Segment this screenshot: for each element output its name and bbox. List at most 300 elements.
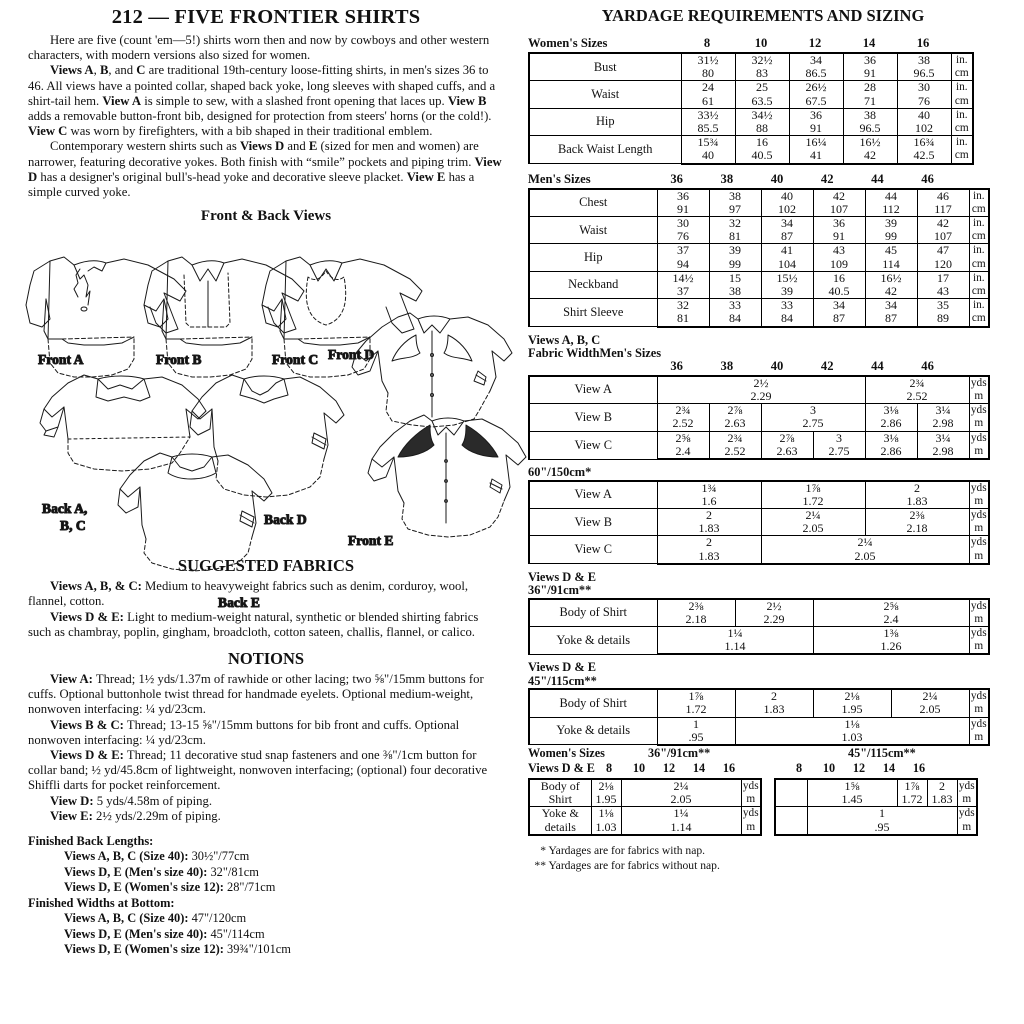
measure-cell-cm: 61: [681, 95, 735, 109]
womens-de-label-2: Views D & E: [528, 760, 595, 775]
measure-cell-in: 47: [917, 244, 969, 258]
measure-cell-cm: 42: [843, 149, 897, 163]
yardage-cell-yds: 2: [927, 779, 957, 793]
womens-de-row-label: Body of: [529, 779, 591, 793]
front-d-drawing: [352, 313, 512, 427]
yardage-cell-yds: 1⅜: [813, 626, 969, 640]
yardage-cell-yds: 2¾: [709, 431, 761, 445]
measure-cell-in: 41: [761, 244, 813, 258]
yardage-cell-yds: 1: [657, 717, 735, 731]
intro-paragraph-3: Contemporary western shirts such as Views D and E (sized for men and women) are narrower, featuring decorative yokes. Both finish with “smile” pockets and piping trim. View D has a designer's original bull's-head yoke and decorative sleeve placket. View E has a simple curved yoke.: [28, 139, 502, 200]
measure-cell-cm: 117: [917, 203, 969, 217]
yardage-cell-m: 2.05: [761, 550, 969, 564]
yardage-cell-yds: 1: [807, 807, 957, 821]
size-header-label: Women's Sizes: [528, 36, 608, 50]
yardage-cell-m: 1.95: [591, 793, 621, 807]
yardage-cell-m: .95: [807, 821, 957, 835]
yardage-row-label: Yoke & details: [529, 626, 657, 654]
fabric-item-0: Views A, B, & C: Medium to heavyweight fabrics such as denim, corduroy, wool, flannel, cotton.: [28, 579, 469, 609]
yardage-cell-m: 2.98: [917, 445, 969, 459]
measure-cell-in: 40: [897, 108, 951, 122]
size-header-46: 46: [921, 171, 934, 186]
size-header-8: 8: [703, 36, 711, 50]
measure-cell-cm: 80: [681, 67, 735, 81]
yardage-cell-m: 1.6: [657, 495, 761, 509]
unit-m: m: [969, 495, 989, 509]
size-header-46: 46: [921, 359, 934, 374]
de-36-caption-width: 36"/91cm**: [528, 583, 592, 598]
yardage-cell-m: 2.98: [917, 417, 969, 431]
yardage-cell-yds: 2: [657, 536, 761, 550]
yardage-cell-yds: 2¼: [761, 508, 865, 522]
finished-row-1-0: Views A, B, C (Size 40): 47"/120cm: [64, 911, 247, 926]
table-row: [529, 81, 973, 95]
measure-cell-cm: 91: [657, 203, 709, 217]
svg-text:Front A: Front A: [38, 352, 84, 368]
measure-cell-in: 36: [843, 53, 897, 67]
fabric-item-1: Views D & E: Light to medium-weight natural, synthetic or blended shirting fabrics such as chambray, poplin, gingham, broadcloth, cotton sateen, challis, flannel, or calico.: [28, 609, 479, 639]
yardage-row-label: View C: [529, 431, 657, 459]
measure-cell-in: 46: [917, 189, 969, 203]
svg-text:Front E: Front E: [348, 533, 394, 549]
table-row: [529, 136, 973, 150]
de-45-caption-views: Views D & E: [528, 660, 597, 675]
womens-de-header: [528, 746, 998, 776]
measure-cell-in: 17: [917, 271, 969, 285]
table-row: [529, 508, 989, 522]
measure-cell-in: 25: [735, 81, 789, 95]
unit-m: m: [957, 793, 977, 807]
yardage-cell-m: 1.72: [897, 793, 927, 807]
yardage-cell-yds: 2½: [657, 376, 865, 390]
yardage-cell-yds: 1⅞: [897, 779, 927, 793]
yardage-cell-m: 2.29: [657, 390, 865, 404]
yardage-cell-m: 1.72: [761, 495, 865, 509]
unit-yds: yds: [957, 779, 977, 793]
measure-cell-cm: 97: [709, 203, 761, 217]
womens-de-row-label: [775, 821, 807, 835]
unit-in: in.: [969, 299, 989, 313]
measure-cell-in: 33½: [681, 108, 735, 122]
unit-m: m: [969, 703, 989, 717]
measure-cell-cm: 120: [917, 258, 969, 272]
size-header-10: 10: [754, 36, 768, 50]
notion-item-4: View E: 2½ yds/2.29m of piping.: [50, 808, 221, 823]
yardage-cell-m: 1.95: [813, 703, 891, 717]
yardage-cell-yds: 2½: [735, 599, 813, 613]
yardage-cell-m: 1.83: [657, 550, 761, 564]
measure-cell-in: 39: [709, 244, 761, 258]
measure-cell-cm: 40.5: [813, 285, 865, 299]
yardage-cell-m: 2.52: [865, 390, 969, 404]
measure-cell-cm: 43: [917, 285, 969, 299]
measure-cell-cm: 89: [917, 312, 969, 326]
unit-yds: yds: [969, 536, 989, 550]
mens-sizes-header: [528, 172, 972, 187]
de-45-caption: [528, 661, 998, 688]
measure-label: Back Waist Length: [529, 136, 681, 164]
finished-heading-0: Finished Back Lengths:: [28, 834, 154, 849]
size-header-unit-spacer: [953, 172, 972, 187]
measure-cell-in: 31½: [681, 53, 735, 67]
yardage-cell-m: 2.4: [657, 445, 709, 459]
measure-cell-in: 42: [813, 189, 865, 203]
yardage-cell-yds: 2: [865, 481, 969, 495]
table-row: [529, 821, 761, 835]
finished-measurements: [28, 834, 504, 957]
unit-cm: cm: [969, 203, 989, 217]
measure-cell-cm: 104: [761, 258, 813, 272]
table-row: [529, 599, 989, 613]
measure-cell-cm: 81: [709, 230, 761, 244]
womens-de-45-table: [774, 778, 978, 836]
table-row: [529, 793, 761, 807]
table-row: [775, 779, 977, 793]
table-row: [529, 779, 761, 793]
yardage-row-label: View C: [529, 536, 657, 564]
unit-m: m: [969, 390, 989, 404]
measure-cell-cm: 81: [657, 312, 709, 326]
measure-cell-in: 36: [657, 189, 709, 203]
womens-sizes-header: [528, 36, 972, 51]
yardage-cell-yds: 3⅛: [865, 431, 917, 445]
right-column: [528, 6, 998, 873]
measure-cell-in: 16¾: [897, 136, 951, 150]
svg-text:Front B: Front B: [156, 352, 202, 368]
yardage-cell-yds: 2¾: [657, 404, 709, 418]
yardage-cell-yds: 1⅞: [761, 481, 865, 495]
measure-cell-in: 35: [917, 299, 969, 313]
measure-cell-cm: 67.5: [789, 95, 843, 109]
suggested-fabrics-list: [28, 579, 504, 640]
notion-item-0: View A: Thread; 1½ yds/1.37m of rawhide or other lacing; two ⅝"/15mm buttons for cuffs. Optional buttonhole twist thread for handmade eyelets. Optional medium-weight, nonwoven interfacing: ¼ yd/23cm.: [28, 672, 484, 717]
unit-yds: yds: [969, 626, 989, 640]
measure-cell-in: 44: [865, 189, 917, 203]
yardage-cell-m: 2.75: [813, 445, 865, 459]
yardage-row-label: View A: [529, 481, 657, 509]
notion-item-2: Views D & E: Thread; 11 decorative stud snap fasteners and one ⅜"/1cm button for collar band; ½ yd/45.8cm of lightweight, nonwoven interfacing; (optional) four decorative Shiffli darts for pocket reinforcement.: [28, 748, 488, 793]
measure-label: Shirt Sleeve: [529, 299, 657, 327]
figures-title: Front & Back Views: [200, 208, 332, 225]
measure-cell-cm: 99: [865, 230, 917, 244]
womens-de-row-label: Shirt: [529, 793, 591, 807]
table-row: [529, 108, 973, 122]
yardage-cell-yds: 2⅛: [591, 779, 621, 793]
finished-heading-1: Finished Widths at Bottom:: [28, 895, 175, 910]
yardage-cell-yds: 1⅛: [735, 717, 969, 731]
yardage-cell-yds: 2⅜: [865, 508, 969, 522]
womens-de-right-size-10: 10: [822, 760, 836, 775]
yardage-cell-yds: 3¼: [917, 404, 969, 418]
yardage-row-label: View B: [529, 404, 657, 431]
measure-cell-cm: 87: [865, 312, 917, 326]
unit-cm: cm: [969, 312, 989, 326]
measure-cell-cm: 91: [843, 67, 897, 81]
measure-cell-in: 34½: [735, 108, 789, 122]
measure-cell-cm: 109: [813, 258, 865, 272]
measure-label: Hip: [529, 108, 681, 135]
table-row: [529, 717, 989, 731]
de-36-caption-views: Views D & E: [528, 569, 597, 584]
size-header-label: Men's Sizes: [528, 171, 591, 186]
svg-text:B, C: B, C: [60, 518, 86, 534]
size-header-38: 38: [720, 359, 734, 374]
unit-yds: yds: [969, 689, 989, 703]
measure-cell-in: 36: [813, 217, 865, 231]
measure-cell-in: 16½: [865, 271, 917, 285]
yardage-cell-m: 2.86: [865, 445, 917, 459]
measure-cell-in: 34: [865, 299, 917, 313]
svg-text:Back D: Back D: [264, 512, 307, 528]
front-e-drawing: [368, 415, 526, 537]
yardage-cell-yds: 1¾: [657, 481, 761, 495]
finished-row-1-2: Views D, E (Women's size 12): 39¾"/101cm: [64, 941, 291, 956]
unit-m: m: [969, 550, 989, 564]
measure-cell-cm: 42: [865, 285, 917, 299]
size-header-36: 36: [670, 171, 683, 186]
svg-text:Back E: Back E: [218, 595, 260, 611]
yardage-cell-yds: 2⅞: [709, 404, 761, 418]
measure-label: Chest: [529, 189, 657, 217]
footnotes: [528, 843, 998, 873]
unit-yds: yds: [969, 481, 989, 495]
yardage-cell-yds: 2¼: [891, 689, 969, 703]
unit-m: m: [957, 821, 977, 835]
de-36-caption: [528, 571, 998, 598]
size-header-label: [528, 360, 652, 373]
yardage-cell-yds: 3¼: [917, 431, 969, 445]
measure-cell-in: 42: [917, 217, 969, 231]
measure-cell-cm: 71: [843, 95, 897, 109]
yardage-row-label: Body of Shirt: [529, 599, 657, 627]
finished-row-0-0: Views A, B, C (Size 40): 30½"/77cm: [64, 849, 250, 864]
yardage-cell-m: 2.05: [761, 522, 865, 536]
measure-label: Bust: [529, 53, 681, 81]
abc-45-yardage-table: [528, 375, 990, 460]
yardage-cell-yds: 1¼: [657, 626, 813, 640]
measure-cell-cm: 40: [681, 149, 735, 163]
unit-cm: cm: [969, 285, 989, 299]
yardage-cell-m: 1.03: [591, 821, 621, 835]
womens-de-right-size-8: 8: [795, 760, 803, 775]
unit-in: in.: [951, 136, 973, 150]
measure-cell-in: 34: [761, 217, 813, 231]
yardage-cell-m: 2.18: [657, 613, 735, 627]
measure-cell-in: 16: [813, 271, 865, 285]
yardage-row-label: Yoke & details: [529, 717, 657, 745]
table-row: [529, 404, 989, 418]
notion-item-3: View D: 5 yds/4.58m of piping.: [50, 793, 212, 808]
abc-45-caption: [528, 334, 998, 374]
abc-60-yardage-table: [528, 480, 990, 565]
unit-cm: cm: [951, 67, 973, 81]
yardage-cell-m: 1.83: [735, 703, 813, 717]
intro-paragraph-2: Views A, B, and C are traditional 19th-century loose-fitting shirts, in men's sizes 36 to 46. All views have a pointed collar, shaped back yoke, long sleeves with shaped cuffs, and a shirt-tail hem. View A is simple to sew, with a slashed front opening that laces up. View B adds a removable button-front bib, designed for protection from steers' horns (or the cold!). View C was worn by firefighters, with a bib shaped in their traditional emblem.: [28, 63, 496, 139]
size-header-36: 36: [670, 359, 683, 374]
yardage-cell-m: 2.4: [813, 613, 969, 627]
size-header-40: 40: [770, 171, 784, 186]
size-header-42: 42: [820, 171, 834, 186]
table-row: [529, 807, 761, 821]
measure-cell-cm: 42.5: [897, 149, 951, 163]
suggested-fabrics-heading: SUGGESTED FABRICS: [177, 556, 355, 576]
table-row: [775, 793, 977, 807]
womens-de-left-size-14: 14: [692, 760, 706, 775]
unit-in: in.: [969, 271, 989, 285]
intro-paragraph-1: Here are five (count 'em—5!) shirts worn then and now by cowboys and other western characters, with modern versions also sized for women.: [28, 33, 490, 63]
measure-cell-in: 34: [789, 53, 843, 67]
womens-de-row-label: details: [529, 821, 591, 835]
table-row: [529, 217, 989, 231]
size-header-38: 38: [720, 171, 734, 186]
measure-cell-cm: 99: [709, 258, 761, 272]
womens-de-row-label: [775, 793, 807, 807]
measure-label: Neckband: [529, 271, 657, 298]
measure-cell-cm: 112: [865, 203, 917, 217]
measure-cell-in: 16½: [843, 136, 897, 150]
yardage-cell-m: 2.05: [621, 793, 741, 807]
table-row: [529, 53, 973, 67]
yardage-cell-m: 2.63: [709, 417, 761, 431]
left-column: [28, 6, 504, 957]
measure-cell-cm: 84: [709, 312, 761, 326]
unit-m: m: [969, 417, 989, 431]
measure-cell-cm: 86.5: [789, 67, 843, 81]
measure-cell-in: 36: [789, 108, 843, 122]
svg-text:Front C: Front C: [272, 352, 319, 368]
back-d-drawing: [190, 375, 344, 497]
yardage-cell-m: 1.14: [657, 640, 813, 654]
measure-cell-in: 38: [897, 53, 951, 67]
table-row: [529, 244, 989, 258]
table-row: [529, 626, 989, 640]
unit-yds: yds: [741, 779, 761, 793]
unit-yds: yds: [741, 807, 761, 821]
yardage-cell-m: 1.83: [865, 495, 969, 509]
measure-cell-cm: 37: [657, 285, 709, 299]
womens-de-left-caption: 36"/91cm**: [648, 745, 711, 760]
yardage-cell-m: 1.14: [621, 821, 741, 835]
unit-cm: cm: [951, 149, 973, 163]
abc-60-caption: 60"/150cm*: [528, 465, 592, 480]
unit-cm: cm: [951, 122, 973, 136]
unit-in: in.: [969, 189, 989, 203]
table-row: [529, 481, 989, 495]
yardage-cell-m: .95: [657, 731, 735, 745]
measure-cell-cm: 85.5: [681, 122, 735, 136]
yardage-title: YARDAGE REQUIREMENTS AND SIZING: [601, 6, 925, 25]
measure-label: Waist: [529, 217, 657, 244]
yardage-cell-yds: 1¼: [621, 807, 741, 821]
measure-cell-in: 24: [681, 81, 735, 95]
measure-cell-cm: 40.5: [735, 149, 789, 163]
measure-cell-cm: 63.5: [735, 95, 789, 109]
unit-cm: cm: [969, 230, 989, 244]
measure-cell-in: 16¼: [789, 136, 843, 150]
table-row: [529, 271, 989, 285]
womens-de-row-label: Yoke &: [529, 807, 591, 821]
table-row: [529, 689, 989, 703]
unit-in: in.: [951, 81, 973, 95]
table-row: [529, 431, 989, 445]
yardage-cell-yds: 2⅜: [657, 599, 735, 613]
back-abc-drawing: [40, 375, 206, 471]
measure-label: Hip: [529, 244, 657, 271]
womens-sizing-table: [528, 52, 974, 165]
womens-de-tables: [528, 778, 998, 836]
size-header-unit-spacer: [953, 360, 972, 373]
finished-row-0-2: Views D, E (Women's size 12): 28"/71cm: [64, 880, 276, 895]
finished-row-1-1: Views D, E (Men's size 40): 45"/114cm: [64, 926, 265, 941]
measure-cell-in: 43: [813, 244, 865, 258]
yardage-cell-yds: 3: [761, 404, 865, 418]
measure-cell-in: 15: [709, 271, 761, 285]
measure-cell-in: 16: [735, 136, 789, 150]
unit-yds: yds: [969, 431, 989, 445]
unit-m: m: [969, 445, 989, 459]
page-title: 212 — FIVE FRONTIER SHIRTS: [111, 6, 421, 28]
womens-de-right-caption: 45"/115cm**: [848, 745, 916, 760]
measure-cell-in: 40: [761, 189, 813, 203]
womens-de-36-table: [528, 778, 762, 836]
table-row: [529, 189, 989, 203]
measure-cell-in: 28: [843, 81, 897, 95]
unit-in: in.: [951, 53, 973, 67]
womens-de-left-size-12: 12: [662, 760, 676, 775]
finished-row-0-1: Views D, E (Men's size 40): 32"/81cm: [64, 864, 259, 879]
unit-yds: yds: [969, 404, 989, 418]
measure-cell-cm: 88: [735, 122, 789, 136]
yardage-cell-m: 1.45: [807, 793, 897, 807]
table-row: [529, 376, 989, 390]
measure-cell-in: 38: [709, 189, 761, 203]
measure-cell-cm: 94: [657, 258, 709, 272]
measure-cell-in: 39: [865, 217, 917, 231]
footnote-0: * Yardages are for fabrics with nap.: [540, 843, 706, 857]
measure-cell-cm: 41: [789, 149, 843, 163]
womens-de-right-size-16: 16: [912, 760, 926, 775]
unit-yds: yds: [969, 717, 989, 731]
womens-de-right-size-14: 14: [882, 760, 896, 775]
measure-cell-in: 14½: [657, 271, 709, 285]
notion-item-1: Views B & C: Thread; 13-15 ⅝"/15mm buttons for bib front and cuffs. Optional nonwoven interfacing: ¼ yd/23cm.: [28, 717, 460, 747]
measure-cell-in: 33: [709, 299, 761, 313]
yardage-cell-m: 2.63: [761, 445, 813, 459]
measure-cell-cm: 84: [761, 312, 813, 326]
yardage-cell-yds: 1⅞: [657, 689, 735, 703]
yardage-cell-yds: 2¼: [621, 779, 741, 793]
womens-de-right-size-12: 12: [852, 760, 866, 775]
yardage-cell-yds: 2: [657, 508, 761, 522]
unit-cm: cm: [951, 95, 973, 109]
womens-de-label-1: Women's Sizes: [528, 745, 605, 760]
measure-cell-in: 26½: [789, 81, 843, 95]
yardage-cell-m: 2.05: [891, 703, 969, 717]
yardage-cell-m: 2.86: [865, 417, 917, 431]
abc-caption-fabricwidth-line: Fabric WidthMen's Sizes: [528, 346, 662, 361]
womens-de-left-size-10: 10: [632, 760, 646, 775]
yardage-cell-yds: 3⅛: [865, 404, 917, 418]
measure-cell-in: 15½: [761, 271, 813, 285]
abc-caption-views: Views A, B, C: [528, 332, 601, 347]
unit-m: m: [741, 821, 761, 835]
mens-sizing-table: [528, 188, 990, 328]
measure-cell-cm: 96.5: [843, 122, 897, 136]
yardage-cell-m: 2.18: [865, 522, 969, 536]
table-row: [529, 536, 989, 550]
measure-cell-in: 33: [761, 299, 813, 313]
size-header-14: 14: [862, 36, 876, 50]
